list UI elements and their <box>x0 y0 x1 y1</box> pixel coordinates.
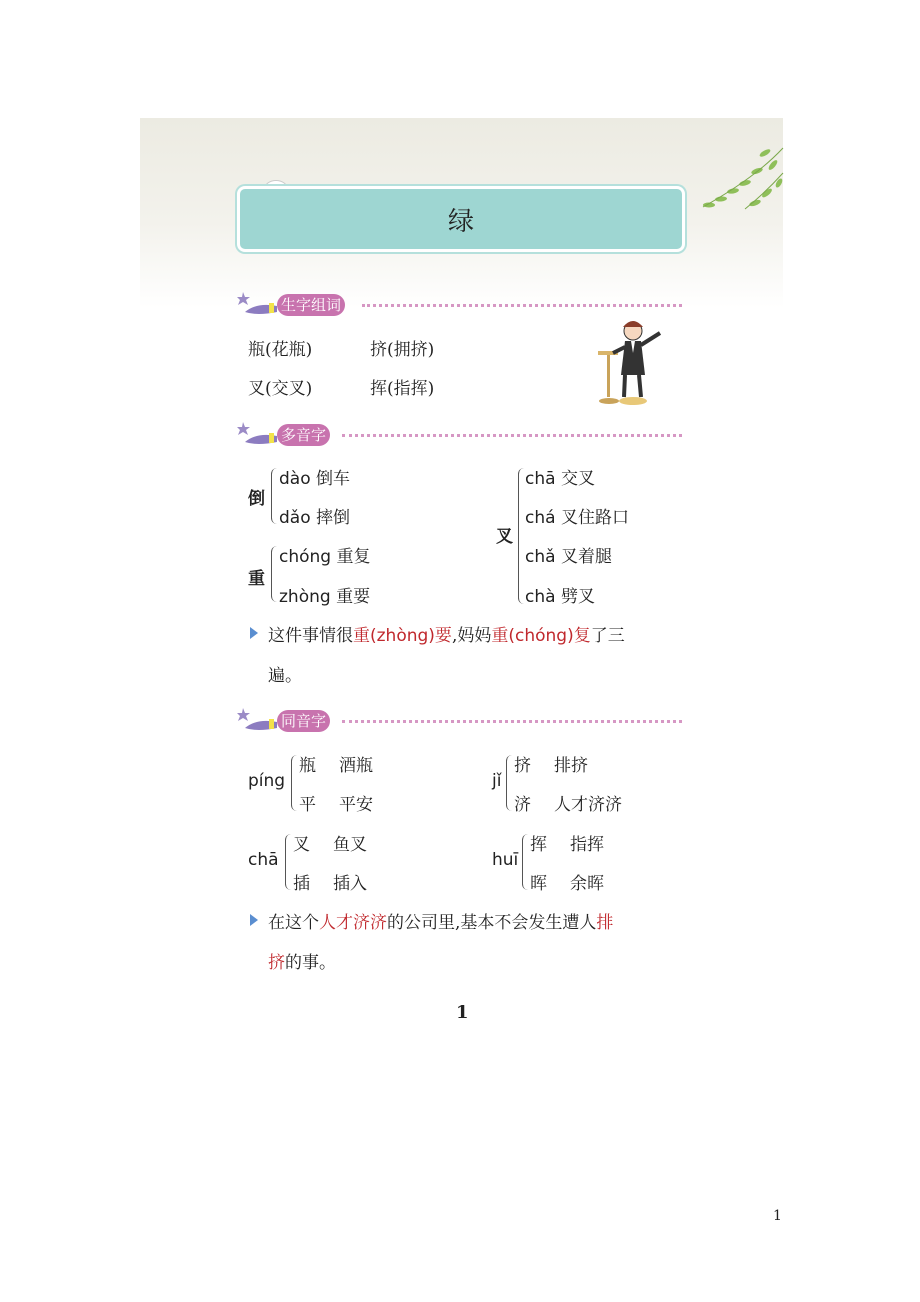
rocket-icon <box>237 706 279 736</box>
highlight-word: 挤 <box>268 953 285 973</box>
word-item: 挥(指挥) <box>370 379 435 399</box>
sentence-part: ,妈妈 <box>451 626 492 646</box>
reading: dào 倒车 <box>279 469 351 489</box>
page-number: 1 <box>456 1002 469 1023</box>
reading: chǎ 叉着腿 <box>525 547 612 567</box>
sentence-part: 了三 <box>590 626 625 646</box>
homophone-word: 鱼叉 <box>333 835 367 855</box>
section-label: 同音字 <box>277 710 330 732</box>
polyphone-char: 重 <box>248 569 265 589</box>
example-sentence-line2: 遍。 <box>268 666 302 686</box>
homophone-word: 排挤 <box>554 756 588 776</box>
homophone-word: 指挥 <box>570 835 604 855</box>
highlight-word: 重(chóng)复 <box>491 626 591 646</box>
section-header-tongyin <box>237 706 687 736</box>
sentence-part: 这件事情很 <box>268 626 353 646</box>
homophone-char: 平 <box>299 795 316 815</box>
word-item: 挤(拥挤) <box>370 340 435 360</box>
pinyin: chā <box>248 850 279 870</box>
pinyin: píng <box>248 771 286 791</box>
bullet-triangle-icon <box>250 914 258 926</box>
reading: chà 劈叉 <box>525 587 595 607</box>
textbook-page <box>140 118 783 1038</box>
reading: dǎo 摔倒 <box>279 508 351 528</box>
reading: zhòng 重要 <box>279 587 371 607</box>
homophone-char: 插 <box>293 874 310 894</box>
bullet-triangle-icon <box>250 627 258 639</box>
reading: chóng 重复 <box>279 547 371 567</box>
highlight-word: 重(zhòng)要 <box>353 626 452 646</box>
word-item: 瓶(花瓶) <box>248 340 313 360</box>
title-box <box>237 186 685 252</box>
brace <box>271 468 278 524</box>
section-label: 多音字 <box>277 424 330 446</box>
sentence-part: 在这个 <box>268 913 319 933</box>
homophone-char: 挥 <box>530 835 547 855</box>
brace <box>271 546 278 602</box>
polyphone-char: 倒 <box>248 489 265 509</box>
brace <box>285 834 292 890</box>
conductor-illustration <box>595 313 670 408</box>
brace <box>291 755 298 811</box>
polyphone-char: 叉 <box>496 527 513 547</box>
example-sentence <box>268 908 613 933</box>
sentence-part: 的事。 <box>285 953 336 973</box>
rocket-icon <box>237 420 279 450</box>
highlight-word: 人才济济 <box>319 913 387 933</box>
header-banner <box>140 118 783 308</box>
word-item: 叉(交叉) <box>248 379 313 399</box>
homophone-char: 济 <box>514 795 531 815</box>
dotted-divider <box>342 720 682 723</box>
corner-page-number: 1 <box>773 1208 782 1224</box>
page-title: 绿 <box>447 206 474 237</box>
pinyin: huī <box>492 850 519 870</box>
leaves-illustration <box>695 143 785 223</box>
section-label: 生字组词 <box>277 294 345 316</box>
homophone-word: 余晖 <box>570 874 604 894</box>
homophone-char: 叉 <box>293 835 310 855</box>
rocket-icon <box>237 290 279 320</box>
homophone-word: 平安 <box>339 795 373 815</box>
reading: chā 交叉 <box>525 469 595 489</box>
sentence-part: 的公司里,基本不会发生遭人 <box>387 913 597 933</box>
dotted-divider <box>342 434 682 437</box>
homophone-word: 插入 <box>333 874 367 894</box>
homophone-char: 晖 <box>530 874 547 894</box>
dotted-divider <box>362 304 682 307</box>
highlight-word: 排 <box>596 913 614 933</box>
homophone-word: 人才济济 <box>554 795 622 815</box>
brace <box>506 755 513 811</box>
pinyin: jǐ <box>492 771 502 791</box>
homophone-char: 瓶 <box>299 756 316 776</box>
homophone-char: 挤 <box>514 756 531 776</box>
brace <box>522 834 529 890</box>
example-sentence <box>268 621 625 646</box>
reading: chá 叉住路口 <box>525 508 629 528</box>
example-sentence-line2 <box>268 948 336 973</box>
section-header-duoyin <box>237 420 687 450</box>
brace <box>518 468 525 604</box>
homophone-word: 酒瓶 <box>339 756 373 776</box>
